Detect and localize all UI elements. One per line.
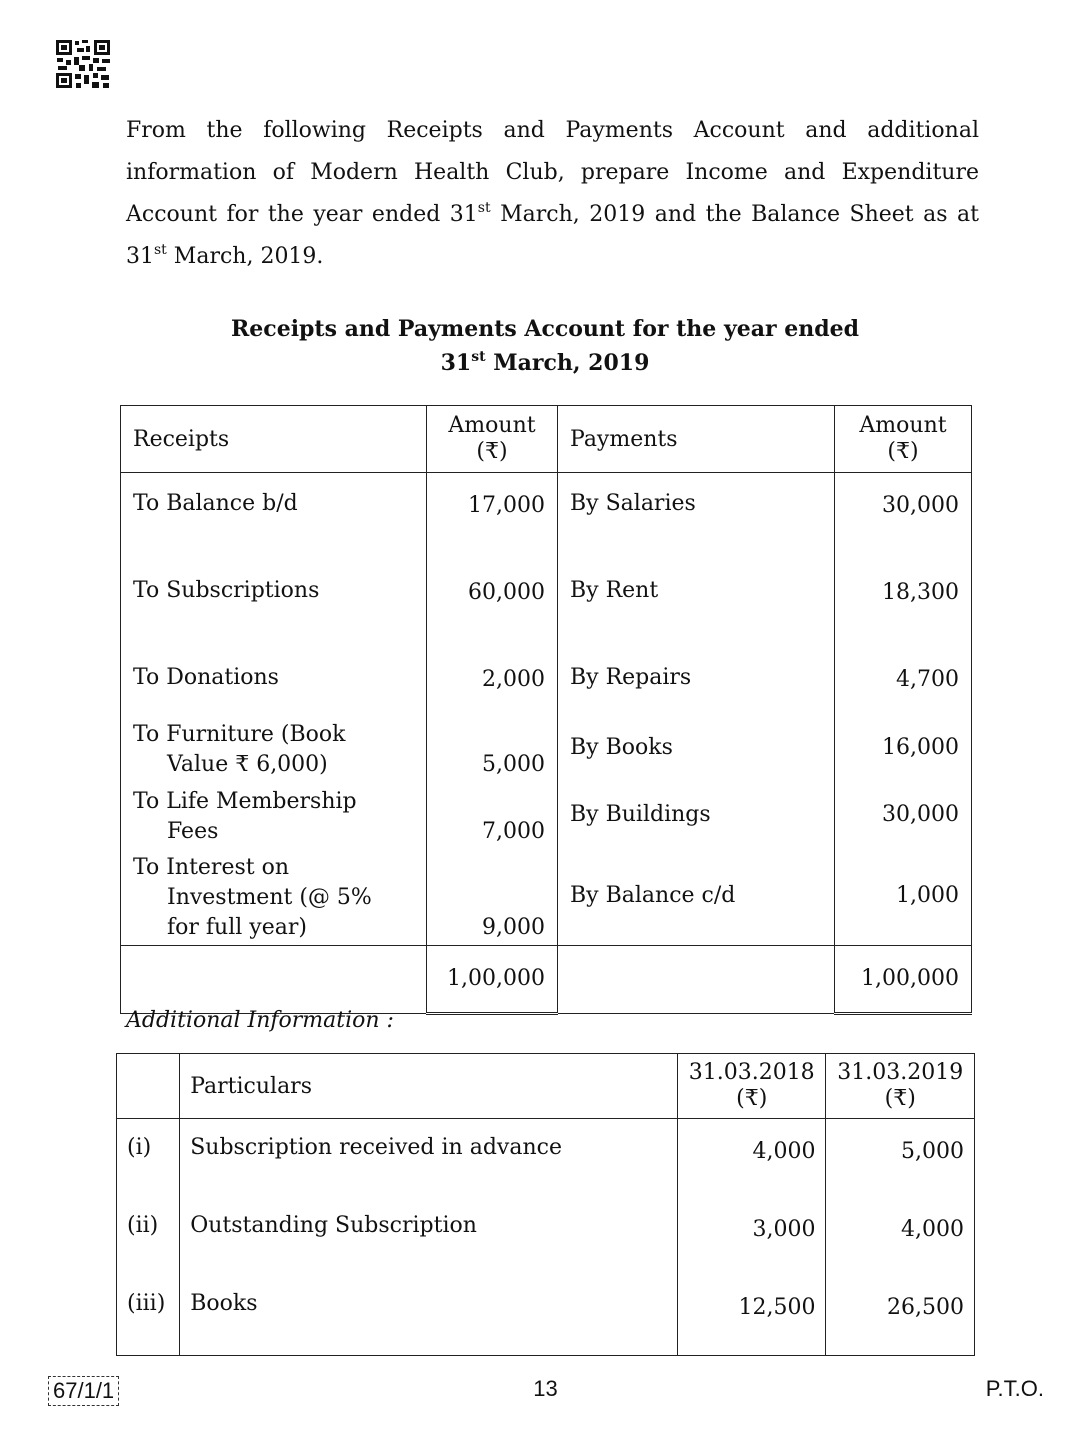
receipt-amount: 60,000 [427,560,558,647]
table-header-row [117,1054,975,1119]
account-title-line1: Receipts and Payments Account for the year ended [231,316,859,342]
table-header-row [121,406,972,473]
receipt-amount: 2,000 [427,647,558,715]
receipt-item: To Furniture (Book Value ₹ 6,000) [121,715,427,782]
table-row [121,647,972,715]
account-title [120,312,970,380]
receipt-item: To Balance b/d [121,473,427,561]
header-receipts: Receipts [121,406,427,473]
row-particular: Subscription received in advance [180,1119,678,1198]
receipt-item: To Interest on Investment (@ 5% for full year) [121,849,427,945]
table-row [121,715,972,782]
payment-item: By Buildings [558,782,835,849]
table-row [117,1119,975,1198]
header-date-2019: 31.03.2019 (₹) [826,1054,975,1119]
header-date-2018: 31.03.2018 (₹) [677,1054,826,1119]
payment-item: By Books [558,715,835,782]
value-2019: 26,500 [826,1275,975,1356]
header-receipts-amount: Amount (₹) [427,406,558,473]
page-number: 13 [533,1376,558,1401]
qr-code-icon [55,39,111,89]
table-row [121,560,972,647]
header-payments: Payments [558,406,835,473]
header-payments-amount: Amount (₹) [835,406,972,473]
payment-amount: 30,000 [835,473,972,561]
header-particulars: Particulars [180,1054,678,1119]
payment-amount: 16,000 [835,715,972,782]
table-row [121,782,972,849]
payment-amount: 4,700 [835,647,972,715]
header-serial [117,1054,180,1119]
receipt-amount: 7,000 [427,782,558,849]
additional-information-label: Additional Information : [126,1008,394,1033]
payment-amount: 1,000 [835,849,972,945]
paper-code: 67/1/1 [48,1376,119,1406]
receipt-item: To Life Membership Fees [121,782,427,849]
row-particular: Outstanding Subscription [180,1197,678,1275]
row-particular: Books [180,1275,678,1356]
totals-receipts-label [121,945,427,1013]
please-turn-over: P.T.O. [985,1376,1044,1401]
payment-amount: 18,300 [835,560,972,647]
payment-item: By Salaries [558,473,835,561]
table-row [117,1275,975,1356]
payment-amount: 30,000 [835,782,972,849]
receipt-amount: 17,000 [427,473,558,561]
total-payments: 1,00,000 [835,945,972,1013]
value-2018: 4,000 [677,1119,826,1198]
receipt-amount: 9,000 [427,849,558,945]
value-2018: 3,000 [677,1197,826,1275]
row-number: (ii) [117,1197,180,1275]
receipt-item: To Donations [121,647,427,715]
payment-item: By Rent [558,560,835,647]
value-2019: 4,000 [826,1197,975,1275]
row-number: (iii) [117,1275,180,1356]
receipts-payments-table [120,405,972,1015]
table-row [121,473,972,561]
totals-row [121,945,972,1013]
question-text: From the following Receipts and Payments Account and additional information of Modern Health Club, prepare Income and Expenditure Account for the year ended 31st March, 2019 and the Balance Sheet as at 31st March, 2019. [126,118,979,269]
table-row [117,1197,975,1275]
total-receipts: 1,00,000 [427,945,558,1013]
value-2018: 12,500 [677,1275,826,1356]
value-2019: 5,000 [826,1119,975,1198]
payment-item: By Repairs [558,647,835,715]
table-row [121,849,972,945]
receipt-amount: 5,000 [427,715,558,782]
totals-payments-label [558,945,835,1013]
account-title-line2: 31st March, 2019 [440,349,650,376]
row-number: (i) [117,1119,180,1198]
additional-information-table [116,1053,975,1356]
payment-item: By Balance c/d [558,849,835,945]
receipt-item: To Subscriptions [121,560,427,647]
